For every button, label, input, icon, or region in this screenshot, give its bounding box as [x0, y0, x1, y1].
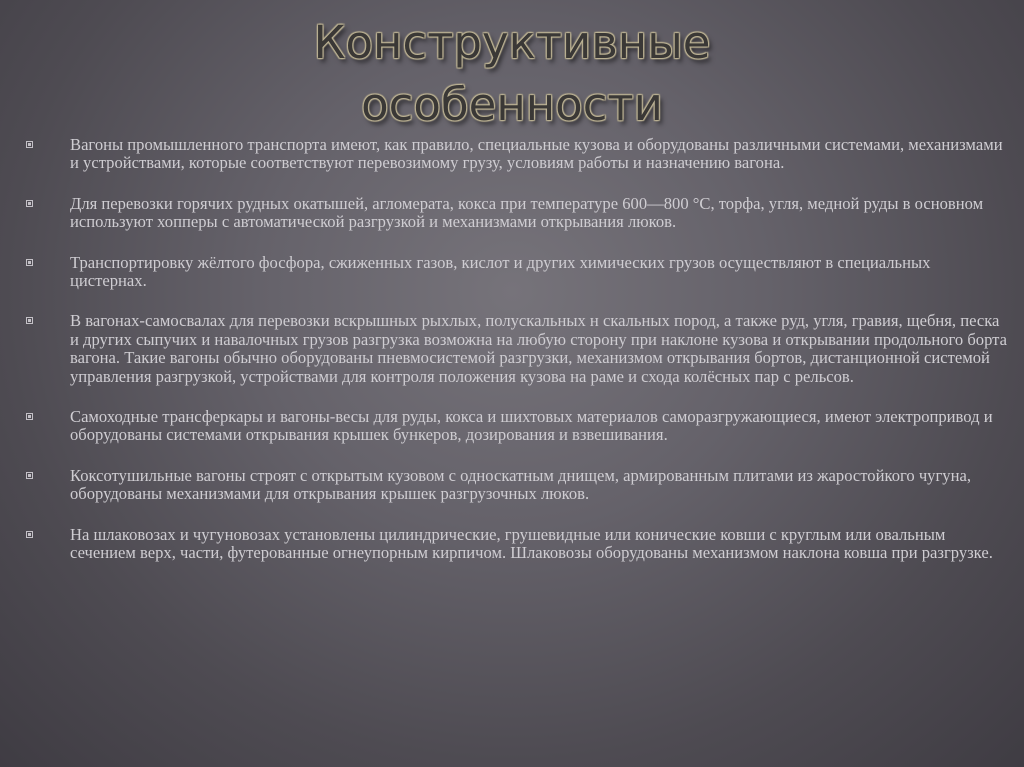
- list-item: [25, 467, 1010, 504]
- title-line-2: особенности: [361, 78, 663, 131]
- square-bullet-icon: [26, 413, 33, 420]
- list-item: [25, 312, 1010, 386]
- list-item-text: На шлаковозах и чугуновозах установлены цилиндрические, грушевидные или конические ковши с круглым или овальным сечением верх, части, футерованные огнеупорным кирпичом. Шлаковозы оборудованы механизмом наклона ковша при разгрузке.: [70, 524, 993, 563]
- list-item: [25, 254, 1010, 291]
- square-bullet-icon: [26, 317, 33, 324]
- list-item-text: В вагонах-самосвалах для перевозки вскрышных рыхлых, полускальных н скальных пород, а также руд, угля, гравия, щебня, песка и других сыпучих и навалочных грузов разгрузка возможна на любую сторону при наклоне кузова и открывании продольного борта вагона. Такие вагоны обычно оборудованы пневмосистемой разгрузки, механизмом открывания бортов, дистанционной системой управления разгрузкой, устройствами для контроля положения кузова на раме и схода колёсных пар с рельсов.: [70, 311, 1007, 386]
- square-bullet-icon: [26, 472, 33, 479]
- square-bullet-icon: [26, 531, 33, 538]
- title-line-1: Конструктивные: [313, 16, 711, 69]
- slide-title: [0, 12, 1024, 136]
- list-item-text: Транспортировку жёлтого фосфора, сжиженных газов, кислот и других химических грузов осуществляют в специальных цистернах.: [70, 252, 931, 291]
- list-item-text: Для перевозки горячих рудных окатышей, агломерата, кокса при температуре 600—800 °С, торфа, угля, медной руды в основном используют хопперы с автоматической разгрузкой и механизмами открывания люков.: [70, 193, 984, 232]
- square-bullet-icon: [26, 200, 33, 207]
- square-bullet-icon: [26, 259, 33, 266]
- list-item: [25, 136, 1010, 173]
- list-item: [25, 526, 1010, 563]
- square-bullet-icon: [26, 141, 33, 148]
- list-item-text: Коксотушильные вагоны строят с открытым кузовом с односкатным днищем, армированным плитами из жаростойкого чугуна, оборудованы механизмами для открывания крышек разгрузочных люков.: [70, 465, 971, 504]
- list-item-text: Самоходные трансферкары и вагоны-весы для руды, кокса и шихтовых материалов саморазгружающиеся, имеют электропривод и оборудованы системами открывания крышек бункеров, дозирования и взвешивания.: [70, 407, 993, 445]
- bullet-list: [25, 136, 1010, 585]
- list-item: [25, 195, 1010, 232]
- list-item-text: Вагоны промышленного транспорта имеют, как правило, специальные кузова и оборудованы различными системами, механизмами и устройствами, которые соответствуют перевозимому грузу, условиям работы и назначению вагона.: [70, 135, 1003, 173]
- list-item: [25, 408, 1010, 445]
